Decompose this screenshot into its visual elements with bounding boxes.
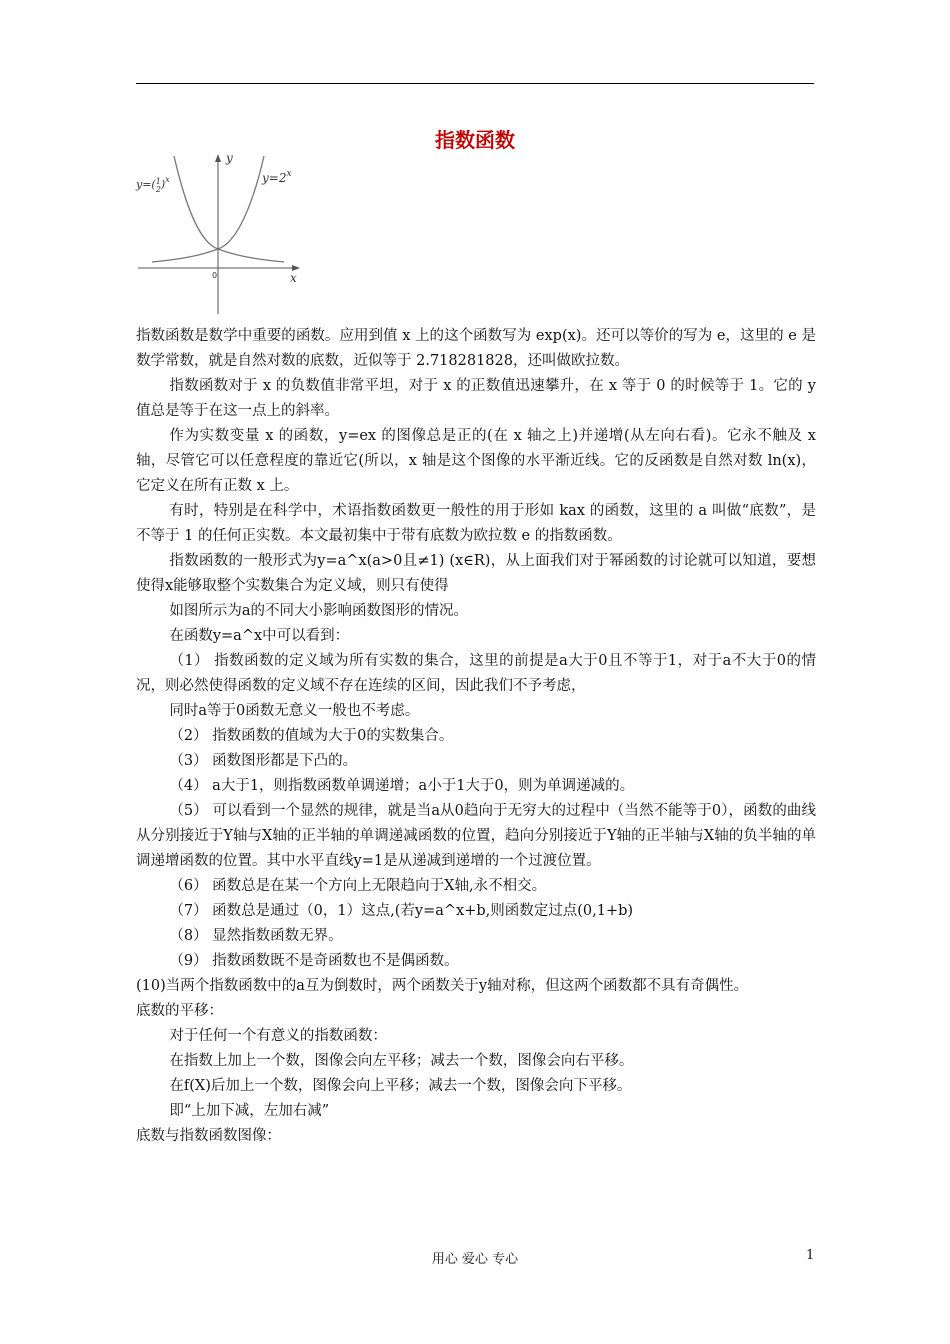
section-heading: 底数与指数函数图像：	[136, 1128, 281, 1144]
paragraph: 如图所示为a的不同大小影响函数图形的情况。	[169, 603, 468, 619]
list-item: （2） 指数函数的值域为大于0的实数集合。	[169, 728, 454, 744]
header-rule	[136, 83, 814, 84]
left-label-den: 2	[155, 185, 161, 194]
y-axis-label: y	[226, 151, 233, 165]
list-item: （1） 指数函数的定义域为所有实数的集合，这里的前提是a大于0且不等于1，对于a不大于0的情况，则必然使得函数的定义域不存在连续的区间，因此我们不予考虑，	[136, 653, 816, 694]
page-number: 1	[806, 1248, 815, 1263]
list-item: （4） a大于1，则指数函数单调递增；a小于1大于0，则为单调递减的。	[169, 778, 635, 794]
left-curve-label	[135, 175, 170, 194]
left-label-prefix: y=(	[136, 178, 156, 191]
list-item: （6） 函数总是在某一个方向上无限趋向于X轴,永不相交。	[169, 878, 547, 894]
paragraph: 同时a等于0函数无意义一般也不考虑。	[169, 703, 420, 719]
y-axis-arrow	[215, 154, 221, 162]
section-heading: 底数的平移：	[136, 1003, 223, 1019]
article-body	[136, 324, 816, 1149]
exponential-graph	[134, 148, 306, 316]
right-label-base: y=2	[262, 171, 287, 185]
right-curve-label	[261, 169, 292, 185]
curve-two-power-x	[152, 156, 264, 262]
paragraph: 在指数上加上一个数，图像会向左平移；减去一个数，图像会向右平移。	[169, 1053, 634, 1069]
list-item: （8） 显然指数函数无界。	[169, 928, 343, 944]
list-item: （5） 可以看到一个显然的规律，就是当a从0趋向于无穷大的过程中（当然不能等于0），函数的曲线从分别接近于Y轴与X轴的正半轴的单调递减函数的位置，趋向分别接近于Y轴的正半轴与X轴的负半轴的单调递增函数的位置。其中水平直线y=1是从递减到递增的一个过渡位置。	[136, 803, 816, 869]
paragraph: 作为实数变量 x 的函数，y=ex 的图像总是正的(在 x 轴之上)并递增(从左向右看)。它永不触及 x 轴，尽管它可以任意程度的靠近它(所以，x 轴是这个图像的水平渐近线。它的反函数是自然对数 ln(x)，它定义在所有正数 x 上。	[136, 428, 816, 494]
left-label-suffix: )	[160, 178, 166, 191]
left-label-num: 1	[155, 177, 161, 186]
paragraph: 即“上加下减，左加右减”	[169, 1103, 330, 1119]
x-axis-label: x	[290, 271, 297, 285]
list-item: （7） 函数总是通过（0，1）这点,(若y=a^x+b,则函数定过点(0,1+b)	[169, 903, 634, 919]
list-item: （3） 函数图形都是下凸的。	[169, 753, 358, 769]
paragraph: 指数函数对于 x 的负数值非常平坦，对于 x 的正数值迅速攀升，在 x 等于 0 的时候等于 1。它的 y 值总是等于在这一点上的斜率。	[136, 378, 816, 419]
paragraph: 在函数y=a^x中可以看到：	[169, 628, 350, 644]
page-footer: 用心 爱心 专心	[431, 1252, 519, 1267]
right-label-exp: x	[286, 169, 292, 179]
paragraph: 有时，特别是在科学中，术语指数函数更一般性的用于形如 kax 的函数，这里的 a 叫做“底数”，是不等于 1 的任何正实数。本文最初集中于带有底数为欧拉数 e 的指数函数。	[136, 503, 816, 544]
paragraph: 指数函数是数学中重要的函数。应用到值 x 上的这个函数写为 exp(x)。还可以等价的写为 e，这里的 e 是数学常数，就是自然对数的底数，近似等于 2.718281828，还叫做欧拉数。	[136, 328, 816, 369]
list-item: （9） 指数函数既不是奇函数也不是偶函数。	[169, 953, 459, 969]
paragraph: 在f(X)后加上一个数，图像会向上平移；减去一个数，图像会向下平移。	[169, 1078, 632, 1094]
list-item: (10)当两个指数函数中的a互为倒数时，两个函数关于y轴对称，但这两个函数都不具有奇偶性。	[136, 978, 749, 994]
paragraph: 指数函数的一般形式为y=a^x(a>0且≠1) (x∈R)，从上面我们对于幂函数的讨论就可以知道，要想使得x能够取整个实数集合为定义域，则只有使得	[136, 553, 816, 594]
origin-label: 0	[212, 271, 218, 280]
paragraph: 对于任何一个有意义的指数函数：	[169, 1028, 387, 1044]
left-label-exp: x	[165, 175, 170, 184]
page-title: 指数函数	[435, 128, 515, 152]
